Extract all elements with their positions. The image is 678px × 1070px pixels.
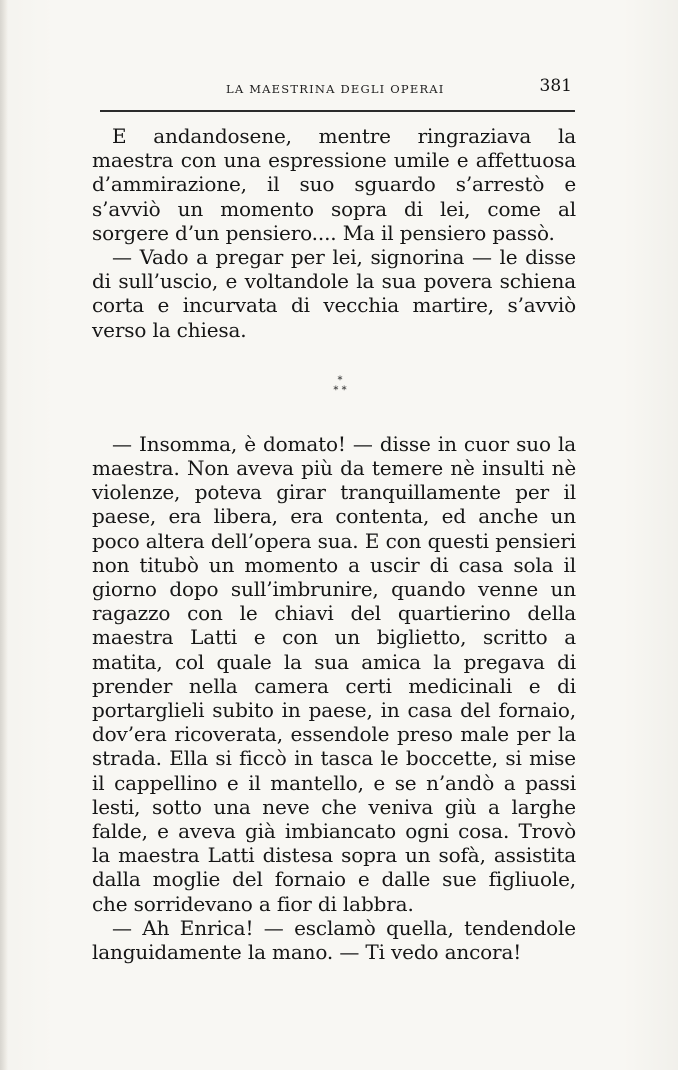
paragraph: — Vado a pregar per lei, signorina — le disse di sull’uscio, e voltandole la sua povera schiena corta e incurvata di vecchia martire, s’avviò verso la chiesa.	[92, 245, 576, 342]
section-break-asterism	[92, 376, 576, 396]
paragraph: E andandosene, mentre ringraziava la maestra con una espressione umile e affettuosa d’ammirazione, il suo sguardo s’arrestò e s’avviò un momento sopra di lei, come al sorgere d’un pensiero.... Ma il pensiero passò.	[92, 124, 576, 245]
asterism-top: *	[337, 374, 343, 386]
running-title: LA MAESTRINA DEGLI OPERAI	[226, 82, 445, 96]
body-text	[92, 124, 576, 964]
running-header	[100, 74, 575, 112]
page-binding-edge	[0, 0, 8, 1070]
paragraph: — Ah Enrica! — esclamò quella, tendendole languidamente la mano. — Ti vedo ancora!	[92, 915, 576, 965]
paragraph: — Insomma, è domato! — disse in cuor suo la maestra. Non aveva più da temere nè insulti nè violenze, poteva girar tranquillamente per il paese, era libera, era contenta, ed anche un poco altera dell’opera sua. E con questi pensieri non titubò un momento a uscir di casa sola il giorno dopo sull’imbrunire, quando venne un ragazzo con le chiavi del quartierino della maestra Latti e con un biglietto, scritto a matita, col quale la sua amica la pregava di prender nella camera certi medicinali e di portarglieli subito in paese, in casa del fornaio, dov’era ricoverata, essendole preso male per la strada. Ella si ficcò in tasca le boccette, si mise il cappellino e il mantello, e se n’andò a passi lesti, sotto una neve che veniva giù a larghe falde, e aveva già imbiancato ogni cosa. Trovò la maestra Latti distesa sopra un sofà, assistita dalla moglie del fornaio e dalle sue figliuole, che sorridevano a fior di labbra.	[92, 431, 576, 916]
page-number: 381	[539, 76, 572, 96]
asterism-bottom: * *	[333, 384, 347, 396]
